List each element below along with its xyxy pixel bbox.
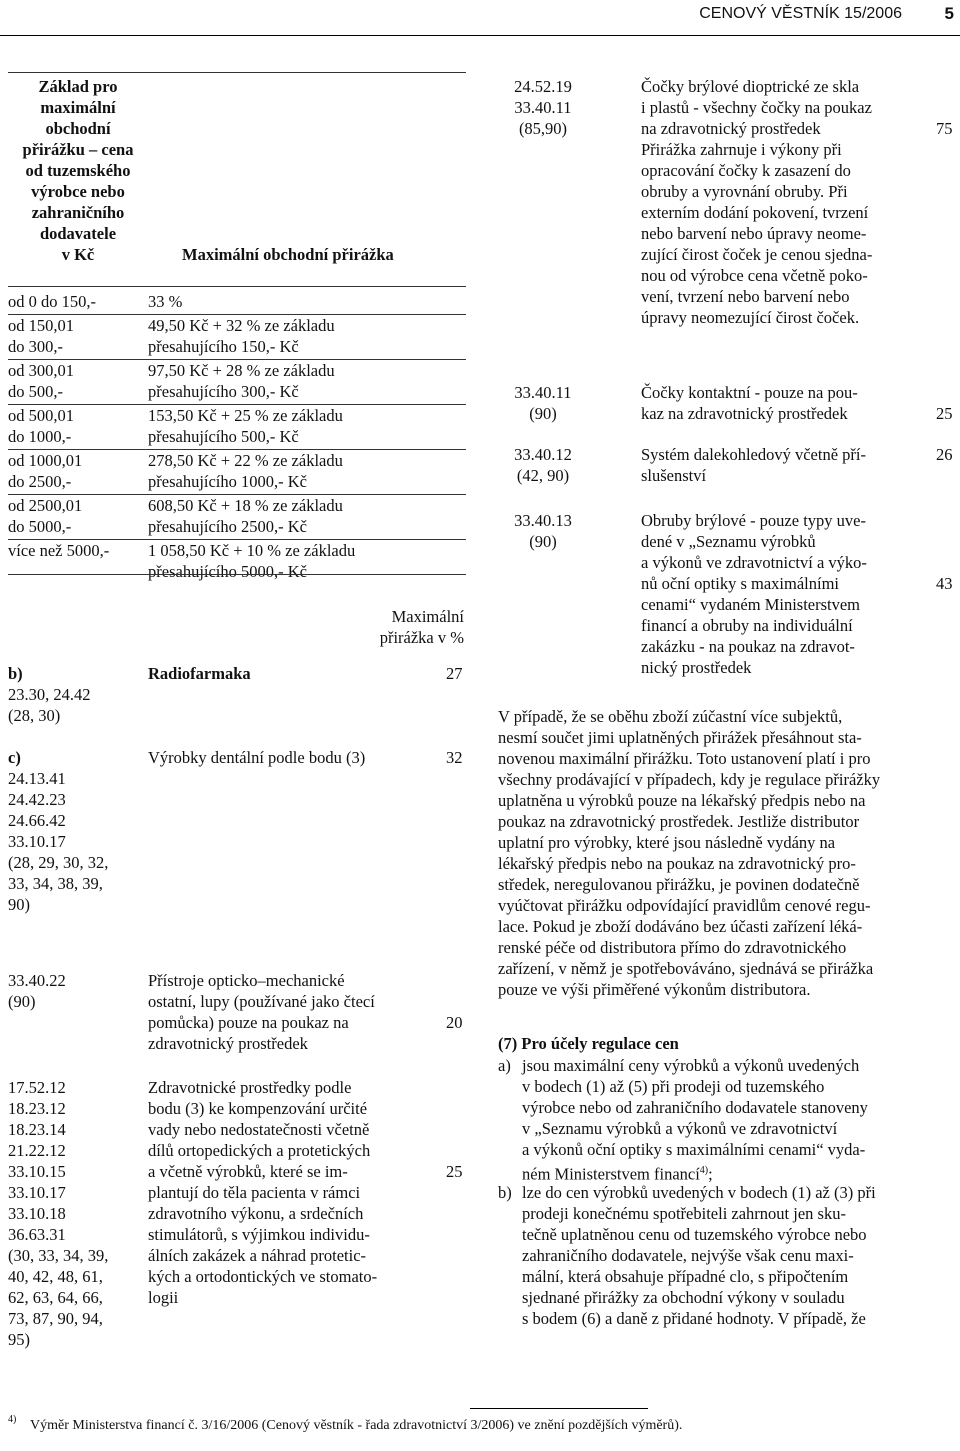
item-markup-value: 43 — [936, 574, 953, 593]
item-description: álních zakázek a náhrad protetic- — [148, 1246, 367, 1265]
item-code: 90) — [8, 895, 30, 914]
table-range: do 1000,- — [8, 427, 72, 446]
table-range: do 300,- — [8, 337, 63, 356]
item-description: kaz na zdravotnický prostředek — [641, 404, 848, 423]
table-header-base-line: výrobce nebo — [31, 182, 125, 201]
item-description: plantují do těla pacienta v rámci — [148, 1183, 361, 1202]
item-description: a včetně výrobků, které se im- — [148, 1162, 348, 1181]
list-line: sjednané přirážky za obchodní výkony v souladu — [522, 1288, 845, 1307]
item-code: c) — [8, 748, 21, 767]
item-code: (90) — [529, 532, 557, 551]
table-range: do 2500,- — [8, 472, 72, 491]
list-line: tečně uplatněnou cenu od tuzemského výrobce nebo — [522, 1225, 867, 1244]
item-code: 33.40.11 — [514, 98, 572, 117]
table-bottom-rule — [8, 574, 466, 575]
item-code: (28, 30) — [8, 706, 61, 725]
item-description: slušenství — [641, 466, 707, 485]
item-description: bodu (3) ke kompenzování určité — [148, 1099, 368, 1118]
item-description: na zdravotnický prostředek — [641, 119, 821, 138]
item-code: 23.30, 24.42 — [8, 685, 91, 704]
max-markup-header: Maximální — [391, 607, 464, 626]
item-code: 24.66.42 — [8, 811, 66, 830]
item-code: 73, 87, 90, 94, — [8, 1309, 103, 1328]
table-rate: 278,50 Kč + 22 % ze základu — [148, 451, 343, 470]
table-range: od 0 do 150,- — [8, 292, 96, 311]
item-description: Přirážka zahrnuje i výkony při — [641, 140, 842, 159]
item-description: logii — [148, 1288, 179, 1307]
paragraph-line: zařízení, v němž je spotřebováváno, sjednává se přirážka — [498, 959, 874, 978]
item-code: 33.40.11 — [514, 383, 572, 402]
item-markup-value: 75 — [936, 119, 953, 138]
table-rate: přesahujícího 5000,- Kč — [148, 562, 307, 581]
item-description: ostatní, lupy (používané jako čtecí — [148, 992, 375, 1011]
item-description: opracování čočky k zasazení do — [641, 161, 851, 180]
item-code: b) — [8, 664, 23, 683]
table-range: od 300,01 — [8, 361, 74, 380]
table-range: do 500,- — [8, 382, 63, 401]
footnote-text: Výměr Ministerstva financí č. 3/16/2006 (Cenový věstník - řada zdravotnictví 3/2006) ve znění pozdějších výměrů). — [30, 1418, 683, 1433]
list-line: ném Ministerstvem financí$^{4)}$; — [522, 1164, 713, 1184]
table-range: od 2500,01 — [8, 496, 83, 515]
list-line: jsou maximální ceny výrobků a výkonů uvedených — [522, 1056, 860, 1075]
item-code: 33.10.17 — [8, 1183, 66, 1202]
item-code: (42, 90) — [516, 466, 570, 485]
table-rate: přesahujícího 150,- Kč — [148, 337, 299, 356]
list-line: lze do cen výrobků uvedených v bodech (1) až (3) při — [522, 1183, 876, 1202]
max-markup-header: přirážka v % — [379, 628, 464, 647]
item-description: externím dodání pokovení, tvrzení — [641, 203, 869, 222]
item-description: zdravotního výkonu, a srdečních — [148, 1204, 364, 1223]
item-description: kých a ortodontických ve stomato- — [148, 1267, 378, 1286]
item-code: 33.10.15 — [8, 1162, 66, 1181]
item-description: i plastů - všechny čočky na poukaz — [641, 98, 872, 117]
item-description: Čočky kontaktní - pouze na pou- — [641, 383, 858, 402]
item-description: Systém dalekohledový včetně pří- — [641, 445, 866, 464]
item-markup-value: 26 — [936, 445, 953, 464]
paragraph-line: vyúčtovat přirážku odpovídající pravidlům cenové regu- — [498, 896, 871, 915]
item-markup-value: 20 — [446, 1013, 463, 1032]
item-markup-value: 27 — [446, 664, 463, 683]
list-line: prodeji konečnému spotřebiteli zahrnout jen sku- — [522, 1204, 846, 1223]
list-marker: b) — [498, 1183, 512, 1202]
item-description: Obruby brýlové - pouze typy uve- — [641, 511, 866, 530]
table-rate: přesahujícího 2500,- Kč — [148, 517, 307, 536]
item-description: cenami“ vydaném Ministerstvem — [641, 595, 861, 614]
page-number: 5 — [944, 4, 954, 23]
table-header-base-line: obchodní — [45, 119, 111, 138]
table-rate: přesahujícího 500,- Kč — [148, 427, 299, 446]
item-description: Výrobky dentální podle bodu (3) — [148, 748, 366, 767]
item-code: (85,90) — [518, 119, 568, 138]
section-7-title: (7) Pro účely regulace cen — [498, 1034, 679, 1053]
table-rate: 33 % — [148, 292, 183, 311]
item-description: úpravy neomezující čirost čoček. — [641, 308, 860, 327]
table-rate: 97,50 Kč + 28 % ze základu — [148, 361, 335, 380]
item-code: (28, 29, 30, 32, — [8, 853, 109, 872]
paragraph-line: uplatněna u výrobků pouze na lékařský předpis nebo na — [498, 791, 866, 810]
table-range: od 150,01 — [8, 316, 74, 335]
item-code: 18.23.12 — [8, 1099, 66, 1118]
list-line: s bodem (6) a daně z přidané hodnoty. V případě, že — [522, 1309, 866, 1328]
table-rate: přesahujícího 1000,- Kč — [148, 472, 307, 491]
item-code: 24.52.19 — [514, 77, 572, 96]
table-rate: 49,50 Kč + 32 % ze základu — [148, 316, 335, 335]
item-code: 40, 42, 48, 61, — [8, 1267, 103, 1286]
list-line: výrobce nebo od zahraničního dodavatele stanoveny — [522, 1098, 868, 1117]
item-description: Přístroje opticko–mechanické — [148, 971, 345, 990]
item-description: zující čirost čoček je cenou sjedna- — [641, 245, 873, 264]
item-description: nou od výrobce cena včetně poko- — [641, 266, 868, 285]
header-rule — [0, 35, 960, 36]
item-description: nebo barvení nebo úpravy neome- — [641, 224, 867, 243]
footnote-mark: 4) — [8, 1414, 17, 1425]
table-range: do 5000,- — [8, 517, 72, 536]
item-description: a výkonů ve zdravotnictví a výko- — [641, 553, 867, 572]
table-range: od 500,01 — [8, 406, 74, 425]
paragraph-line: středek, neregulovanou přirážku, je povinen dodatečně — [498, 875, 860, 894]
item-description: Čočky brýlové dioptrické ze skla — [641, 77, 860, 96]
paragraph-line: uplatní pro výrobky, které jsou následně vydány na — [498, 833, 836, 852]
paragraph-line: novenou maximální přirážku. Toto ustanovení platí i pro — [498, 749, 871, 768]
paragraph-line: nesmí součet jimi uplatněných přirážek přesáhnout sta- — [498, 728, 862, 747]
list-line: v „Seznamu výrobků a výkonů ve zdravotnictví — [522, 1119, 838, 1138]
table-rate: 153,50 Kč + 25 % ze základu — [148, 406, 343, 425]
item-description: Zdravotnické prostředky podle — [148, 1078, 352, 1097]
item-description: pomůcka) pouze na poukaz na — [148, 1013, 349, 1032]
table-header-base-line: maximální — [40, 98, 116, 117]
item-description: nů oční optiky s maximálními — [641, 574, 839, 593]
list-marker: a) — [498, 1056, 511, 1075]
item-code: 18.23.14 — [8, 1120, 66, 1139]
item-code: (90) — [529, 404, 557, 423]
item-description: stimulátorů, s výjimkou individu- — [148, 1225, 370, 1244]
item-description: vady nebo nedostatečnosti včetně — [148, 1120, 370, 1139]
item-code: 33, 34, 38, 39, — [8, 874, 103, 893]
paragraph-line: renské péče od distributora přímo do zdravotnického — [498, 938, 847, 957]
item-code: 33.10.18 — [8, 1204, 66, 1223]
table-header-base-line: dodavatele — [39, 224, 117, 243]
footnote-reference: 4) — [699, 1165, 709, 1176]
list-line: v bodech (1) až (5) při prodeji od tuzemského — [522, 1077, 825, 1096]
table-top-rule — [8, 72, 466, 73]
item-description: vení, tvrzení nebo barvení nebo — [641, 287, 850, 306]
table-header-base-line: Základ pro — [38, 77, 118, 96]
item-description: Radiofarmaka — [148, 664, 251, 683]
item-code: 33.40.12 — [514, 445, 572, 464]
table-rate: 608,50 Kč + 18 % ze základu — [148, 496, 343, 515]
item-code: (90) — [8, 992, 36, 1011]
table-header-base-line: od tuzemského — [25, 161, 131, 180]
item-description: financí a obruby na individuální — [641, 616, 853, 635]
item-code: 33.10.17 — [8, 832, 66, 851]
list-line: a výkonů oční optiky s maximálními cenami“ vyda- — [522, 1140, 866, 1159]
item-code: (30, 33, 34, 39, — [8, 1246, 109, 1265]
item-code: 95) — [8, 1330, 30, 1349]
item-markup-value: 25 — [936, 404, 953, 423]
paragraph-line: poukaz na zdravotnický prostředek. Jestliže distributor — [498, 812, 860, 831]
list-line: mální, která obsahuje případné clo, s připočtením — [522, 1267, 849, 1286]
item-code: 33.40.22 — [8, 971, 66, 990]
item-code: 36.63.31 — [8, 1225, 66, 1244]
table-header-base-line: zahraničního — [31, 203, 125, 222]
item-description: nický prostředek — [641, 658, 752, 677]
item-description: zakázku - na poukaz na zdravot- — [641, 637, 855, 656]
item-code: 24.13.41 — [8, 769, 66, 788]
item-code: 17.52.12 — [8, 1078, 66, 1097]
journal-title: CENOVÝ VĚSTNÍK 15/2006 — [699, 5, 902, 22]
running-header — [0, 0, 960, 34]
item-code: 62, 63, 64, 66, — [8, 1288, 103, 1307]
item-description: dené v „Seznamu výrobků — [641, 532, 816, 551]
paragraph-line: všechny prodávající v případech, kdy je regulace přirážky — [498, 770, 881, 789]
item-markup-value: 25 — [446, 1162, 463, 1181]
table-range: více než 5000,- — [8, 541, 110, 560]
item-description: dílů ortopedických a protetických — [148, 1141, 371, 1160]
item-description: obruby a vyrovnání obruby. Při — [641, 182, 848, 201]
table-header-max-markup: Maximální obchodní přirážka — [182, 245, 394, 264]
paragraph-line: lace. Pokud je zboží dodáváno bez účasti zařízení léká- — [498, 917, 863, 936]
paragraph-line: pouze ve výši přiměřené výkonům distributora. — [498, 980, 811, 999]
item-description: zdravotnický prostředek — [148, 1034, 308, 1053]
table-header-base-line: přirážku – cena — [22, 140, 134, 159]
item-code: 24.42.23 — [8, 790, 66, 809]
paragraph-line: lékařský předpis nebo na poukaz na zdravotnický pro- — [498, 854, 856, 873]
table-rate: 1 058,50 Kč + 10 % ze základu — [148, 541, 356, 560]
table-header-rule — [8, 286, 466, 287]
table-rate: přesahujícího 300,- Kč — [148, 382, 299, 401]
item-code: 21.22.12 — [8, 1141, 66, 1160]
item-code: 33.40.13 — [514, 511, 572, 530]
footnote-rule — [470, 1408, 648, 1409]
list-line: zahraničního dodavatele, nejvýše však cenu maxi- — [522, 1246, 854, 1265]
table-header-base-line: v Kč — [61, 245, 95, 264]
table-range: od 1000,01 — [8, 451, 83, 470]
paragraph-line: V případě, že se oběhu zboží zúčastní více subjektů, — [498, 707, 843, 726]
item-markup-value: 32 — [446, 748, 463, 767]
